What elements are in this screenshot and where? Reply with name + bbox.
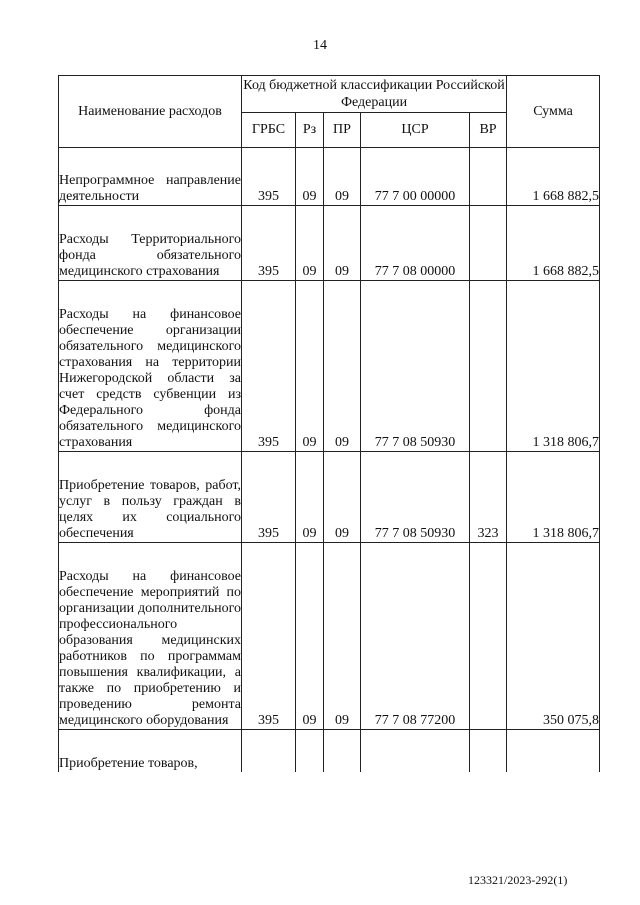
row-rz: 09 [296,569,324,730]
document-id: 123321/2023-292(1) [468,873,568,887]
header-grbs: ГРБС [242,113,296,148]
table-row [59,756,600,772]
row-csr: 77 7 08 00000 [361,232,470,281]
row-vr [470,569,507,730]
row-name: Приобретение товаров, работ, услуг в пользу граждан в целях их социального обеспечения [59,478,241,541]
header-sum: Сумма [507,76,600,148]
row-grbs: 395 [242,232,296,281]
row-grbs: 395 [242,173,296,206]
budget-table [58,75,600,772]
table-row [59,232,600,281]
header-vr: ВР [470,113,507,148]
header-name: Наименование расходов [59,76,242,148]
row-rz [296,756,324,772]
row-sum [507,756,600,772]
row-csr: 77 7 08 50930 [361,307,470,452]
row-grbs: 395 [242,307,296,452]
page-number: 14 [313,38,327,53]
row-grbs: 395 [242,478,296,543]
row-rz: 09 [296,478,324,543]
row-pr [324,756,361,772]
row-rz: 09 [296,232,324,281]
row-name: Расходы на финансовое обеспечение мероприятий по организации дополнительного профессионального образования медицинских работников по программам повышения квалификации, а также по приобретению и проведению ремонта медицинского оборудования [59,569,241,728]
row-name: Приобретение товаров, [59,756,242,772]
row-pr: 09 [324,232,361,281]
row-name: Расходы на финансовое обеспечение организации обязательного медицинского страхования на территории Нижегородской области за счет средств субвенции из Федерального фонда обязательного медицинского страхования [59,307,241,450]
row-pr: 09 [324,307,361,452]
row-sum: 350 075,8 [507,569,600,730]
row-name: Расходы Территориального фонда обязательного медицинского страхования [59,232,241,279]
row-vr [470,307,507,452]
header-rz: Рз [296,113,324,148]
table-row [59,478,600,543]
table-row [59,569,600,730]
row-sum: 1 668 882,5 [507,232,600,281]
header-csr: ЦСР [361,113,470,148]
table-row [59,307,600,452]
header-code-title: Код бюджетной классификации Российской Федерации [242,76,507,113]
row-vr [470,173,507,206]
row-csr: 77 7 08 50930 [361,478,470,543]
row-pr: 09 [324,478,361,543]
row-pr: 09 [324,173,361,206]
row-csr: 77 7 00 00000 [361,173,470,206]
row-sum: 1 318 806,7 [507,478,600,543]
row-sum: 1 318 806,7 [507,307,600,452]
row-name: Непрограммное направление деятельности [59,173,241,204]
table-row [59,173,600,206]
row-rz: 09 [296,173,324,206]
row-grbs [242,756,296,772]
row-csr [361,756,470,772]
row-vr: 323 [470,478,507,543]
row-sum: 1 668 882,5 [507,173,600,206]
row-grbs: 395 [242,569,296,730]
header-pr: ПР [324,113,361,148]
row-vr [470,232,507,281]
row-csr: 77 7 08 77200 [361,569,470,730]
row-pr: 09 [324,569,361,730]
row-rz: 09 [296,307,324,452]
row-vr [470,756,507,772]
